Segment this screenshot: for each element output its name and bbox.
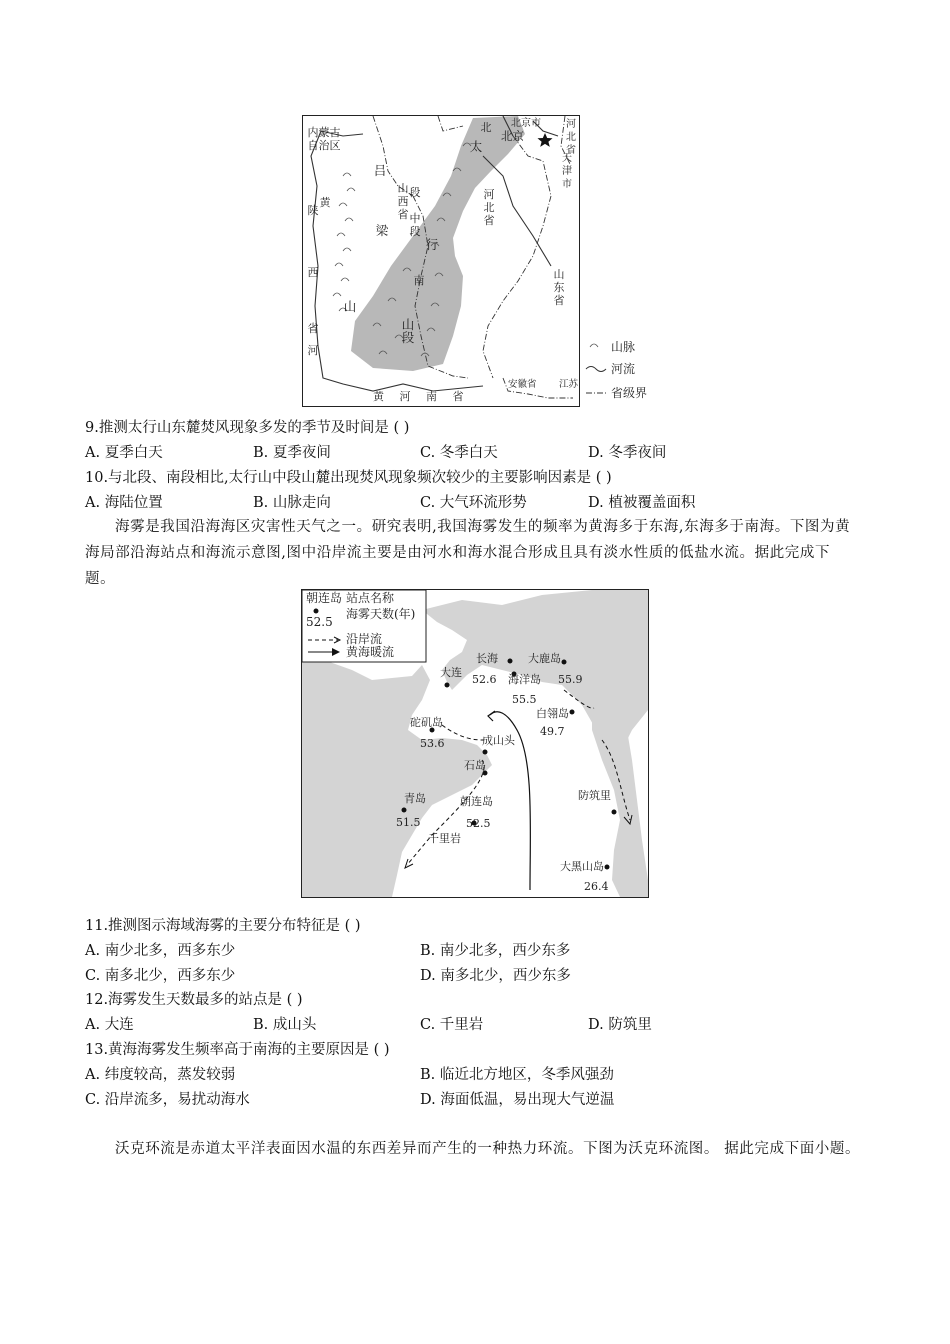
label-zhong-duan: 段 中 段 (409, 186, 421, 238)
label-lv: 吕 (373, 163, 387, 178)
q13-option-b[interactable]: B. 临近北方地区，冬季风强劲 (420, 1067, 614, 1083)
station-chengshantou: 成山头 (482, 734, 515, 747)
q10-option-a[interactable]: A. 海陆位置 (85, 495, 163, 511)
q12-option-a[interactable]: A. 大连 (85, 1017, 134, 1033)
station-tuojidao-value: 53.6 (420, 737, 445, 750)
label-shandong: 山东省 (553, 268, 565, 307)
station-qianliyan: 千里岩 (428, 832, 461, 845)
label-jiangsu: 江苏 (559, 379, 579, 390)
q12-option-d[interactable]: D. 防筑里 (588, 1017, 652, 1033)
station-chaoliandao: 朝连岛 (460, 795, 493, 808)
station-daludao: 大鹿岛 (528, 652, 561, 665)
q13-option-c[interactable]: C. 沿岸流多，易扰动海水 (85, 1092, 250, 1108)
q11-option-d[interactable]: D. 南多北少，西少东多 (420, 968, 571, 984)
station-bailingdao-value: 49.7 (540, 725, 565, 738)
label-he-left: 河 (307, 344, 319, 357)
yellow-sea-map (301, 589, 649, 898)
q12-option-b[interactable]: B. 成山头 (253, 1017, 317, 1033)
station-haiyangdao-value: 55.5 (512, 693, 537, 706)
label-hebei-top: 河北省 (566, 119, 576, 156)
legend-days-example: 52.5 (306, 615, 333, 629)
label-nan: 南 (413, 274, 425, 287)
label-tai: 太 (469, 139, 483, 154)
label-tianjin: 天津市 (562, 153, 572, 190)
q9-option-a[interactable]: A. 夏季白天 (85, 445, 163, 461)
q12-stem: 12.海雾发生天数最多的站点是 ( ) (85, 992, 303, 1008)
station-qingdao-value: 51.5 (396, 816, 421, 829)
station-daludao-value: 55.9 (558, 673, 583, 686)
label-anhui: 安徽省 (508, 379, 537, 390)
station-changhai-value: 52.6 (472, 673, 497, 686)
label-shaanxi: 陕 (307, 204, 319, 217)
label-shanxi: 山西省 (397, 182, 409, 221)
legend-coastal-current: 沿岸流 (346, 632, 383, 646)
label-hang: 行 (425, 237, 439, 252)
label-beijing-city: 北京市 (511, 118, 541, 129)
label-hebei: 河北省 (483, 188, 495, 227)
station-fangzhuli: 防筑里 (578, 789, 611, 802)
label-shan-duan: 山段 (401, 317, 415, 345)
q10-option-c[interactable]: C. 大气环流形势 (420, 495, 527, 511)
legend-river: 河流 (611, 362, 636, 376)
q12-option-c[interactable]: C. 千里岩 (420, 1017, 484, 1033)
q13-option-d[interactable]: D. 海面低温，易出现大气逆温 (420, 1092, 615, 1108)
label-henan: 黄 河 南 省 (373, 390, 470, 403)
q10-stem: 10.与北段、南段相比,太行山中段山麓出现焚风现象频次较少的主要影响因素是 ( ) (85, 470, 612, 486)
label-shaanxi-2: 西 (307, 266, 319, 279)
q9-option-d[interactable]: D. 冬季夜间 (588, 445, 667, 461)
station-shidao: 石岛 (464, 759, 486, 772)
beijing-star-icon (538, 133, 553, 147)
legend-days: 海雾天数(年) (346, 607, 416, 621)
q10-option-d[interactable]: D. 植被覆盖面积 (588, 495, 696, 511)
legend-mountain: 山脉 (611, 340, 636, 354)
label-beijing: 北京 (501, 129, 524, 143)
q9-option-c[interactable]: C. 冬季白天 (420, 445, 498, 461)
q11-option-b[interactable]: B. 南少北多，西少东多 (420, 943, 571, 959)
label-huang-left: 黄 (319, 196, 331, 209)
station-daheishandao-value: 26.4 (584, 880, 609, 893)
intro-walker-circulation: 沃克环流是赤道太平洋表面因水温的东西差异而产生的一种热力环流。下图为沃克环流图。 据此完成下面小题。 (115, 1141, 861, 1157)
station-qingdao: 青岛 (404, 792, 426, 805)
q13-option-a[interactable]: A. 纬度较高，蒸发较弱 (85, 1067, 236, 1083)
legend-border: 省级界 (611, 386, 648, 400)
legend-warm-current: 黄海暖流 (346, 645, 395, 659)
station-bailingdao: 白翎岛 (536, 707, 569, 720)
q10-option-b[interactable]: B. 山脉走向 (253, 495, 331, 511)
label-inner-mongolia: 内蒙古自治区 (307, 126, 341, 152)
taihang-map (302, 115, 580, 407)
intro-sea-fog: 海雾是我国沿海海区灾害性天气之一。研究表明,我国海雾发生的频率为黄海多于东海,东海多于南海。下图为黄海局部沿海站点和海流示意图,图中沿岸流主要是由河水和海水混合形成且具有淡水性质的低盐水流。据此完成下题。 (85, 519, 851, 587)
label-shaanxi-3: 省 (307, 322, 319, 335)
taihang-map-drawing (303, 116, 579, 406)
q11-stem: 11.推测图示海域海雾的主要分布特征是 ( ) (85, 918, 361, 934)
station-dalian: 大连 (440, 666, 462, 679)
station-daheishandao: 大黑山岛 (560, 860, 604, 873)
legend-station-example: 朝连岛 (306, 591, 343, 605)
q13-stem: 13.黄海海雾发生频率高于南海的主要原因是 ( ) (85, 1042, 390, 1058)
station-chaoliandao-value: 52.5 (466, 817, 491, 830)
station-changhai: 长海 (476, 652, 498, 665)
label-taihang-north: 北 (480, 121, 492, 134)
legend-station-name: 站点名称 (346, 591, 395, 605)
station-tuojidao: 砣矶岛 (410, 716, 443, 729)
q11-option-a[interactable]: A. 南少北多，西多东少 (85, 943, 236, 959)
q9-option-b[interactable]: B. 夏季夜间 (253, 445, 331, 461)
q11-option-c[interactable]: C. 南多北少，西多东少 (85, 968, 236, 984)
label-liang: 梁 (375, 223, 389, 238)
label-shan-lvliang: 山 (343, 299, 357, 314)
station-haiyangdao: 海洋岛 (508, 673, 541, 686)
q9-stem: 9.推测太行山东麓焚风现象多发的季节及时间是 ( ) (85, 420, 410, 436)
